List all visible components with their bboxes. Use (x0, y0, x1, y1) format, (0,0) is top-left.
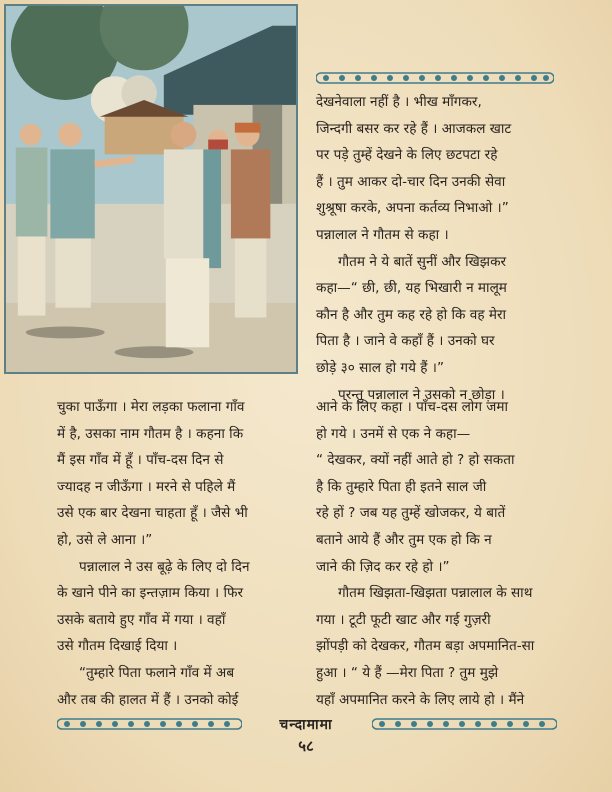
text-line: बताने आये हैं और तुम एक हो कि न (316, 531, 492, 548)
text-line: में है, उसका नाम गौतम है । कहना कि (57, 425, 244, 442)
text-line: और तब की हालत में हैं । उनको कोई (57, 691, 239, 708)
text-line: गौतम ने ये बातें सुनीं और खिझकर (338, 253, 507, 270)
text-line: के खाने पीने का इन्तज़ाम किया । फिर (57, 585, 244, 602)
text-line: परन्तु पन्नालाल ने उसको न छोड़ा । (338, 386, 505, 403)
text-line: कौन है और तुम कह रहे हो कि वह मेरा (316, 306, 507, 323)
text-line: झोंपड़ी को देखकर, गौतम बड़ा अपमानित-सा (316, 638, 535, 655)
text-line: उसे गौतम दिखाई दिया । (57, 638, 178, 655)
text-line: छोड़े ३० साल हो गये हैं ।” (316, 359, 445, 376)
text-line: पिता है । जाने वे कहाँ हैं । उनको घर (316, 333, 495, 350)
text-line: उसके बताये हुए गाँव में गया । वहाँ (57, 611, 226, 628)
text-line: देखनेवाला नहीं है । भीख माँगकर, (316, 94, 482, 110)
text-line: पन्नालाल ने उस बूढ़े के लिए दो दिन (79, 558, 250, 575)
text-line: रहे हों ? जब यह तुम्हें खोजकर, ये बातें (316, 505, 506, 522)
story-illustration (4, 4, 298, 374)
text-line: “ देखकर, क्यों नहीं आते हो ? हो सकता (316, 452, 515, 469)
text-line: आने के लिए कहा । पाँच-दस लोग जमा (316, 399, 509, 415)
text-line: जिन्दगी बसर कर रहे हैं । आजकल खाट (316, 120, 512, 137)
text-line: हुआ । “ ये हैं —मेरा पिता ? तुम मुझे (316, 664, 499, 681)
decorative-border-top (316, 70, 554, 86)
text-line: यहाँ अपमानित करने के लिए लाये हो । मैंने (316, 691, 525, 708)
text-line: पन्नालाल ने गौतम से कहा । (316, 226, 449, 243)
village-scene-illustration (6, 6, 296, 372)
text-line: गौतम खिझता-खिझता पन्नालाल के साथ (338, 585, 533, 602)
right-column-bottom (316, 394, 556, 713)
text-line: ज्यादह न जीऊँगा । मरने से पहिले मैं (57, 478, 236, 495)
text-line: पर पड़े तुम्हें देखने के लिए छटपटा रहे (316, 147, 498, 164)
magazine-name: चन्दामामा (279, 717, 333, 733)
text-line: चुका पाऊँगा । मेरा लड़का फलाना गाँव (57, 399, 245, 415)
text-line: हो, उसे ले आना ।” (57, 531, 153, 548)
text-line: जाने की ज़िद कर रहे हो ।” (316, 558, 450, 575)
text-line: “तुम्हारे पिता फलाने गाँव में अब (79, 664, 235, 681)
text-line: हो गये । उनमें से एक ने कहा— (316, 425, 471, 442)
text-line: मैं इस गाँव में हूँ । पाँच-दस दिन से (57, 452, 224, 469)
text-line: है कि तुम्हारे पिता ही इतने साल जी (316, 478, 487, 495)
text-line: कहा—“ छी, छी, यह भिखारी न मालूम (316, 280, 507, 297)
page-number: ५८ (298, 737, 314, 755)
text-line: उसे एक बार देखना चाहता हूँ । जैसे भी (57, 505, 248, 522)
right-column-top (316, 89, 556, 408)
text-line: शुश्रूषा करके, अपना कर्तव्य निभाओ ।” (316, 200, 509, 217)
text-line: हैं । तुम आकर दो-चार दिन उनकी सेवा (316, 173, 506, 190)
text-line: गया । टूटी फूटी खाट और गई गुज़री (316, 611, 491, 628)
left-column (57, 394, 302, 713)
